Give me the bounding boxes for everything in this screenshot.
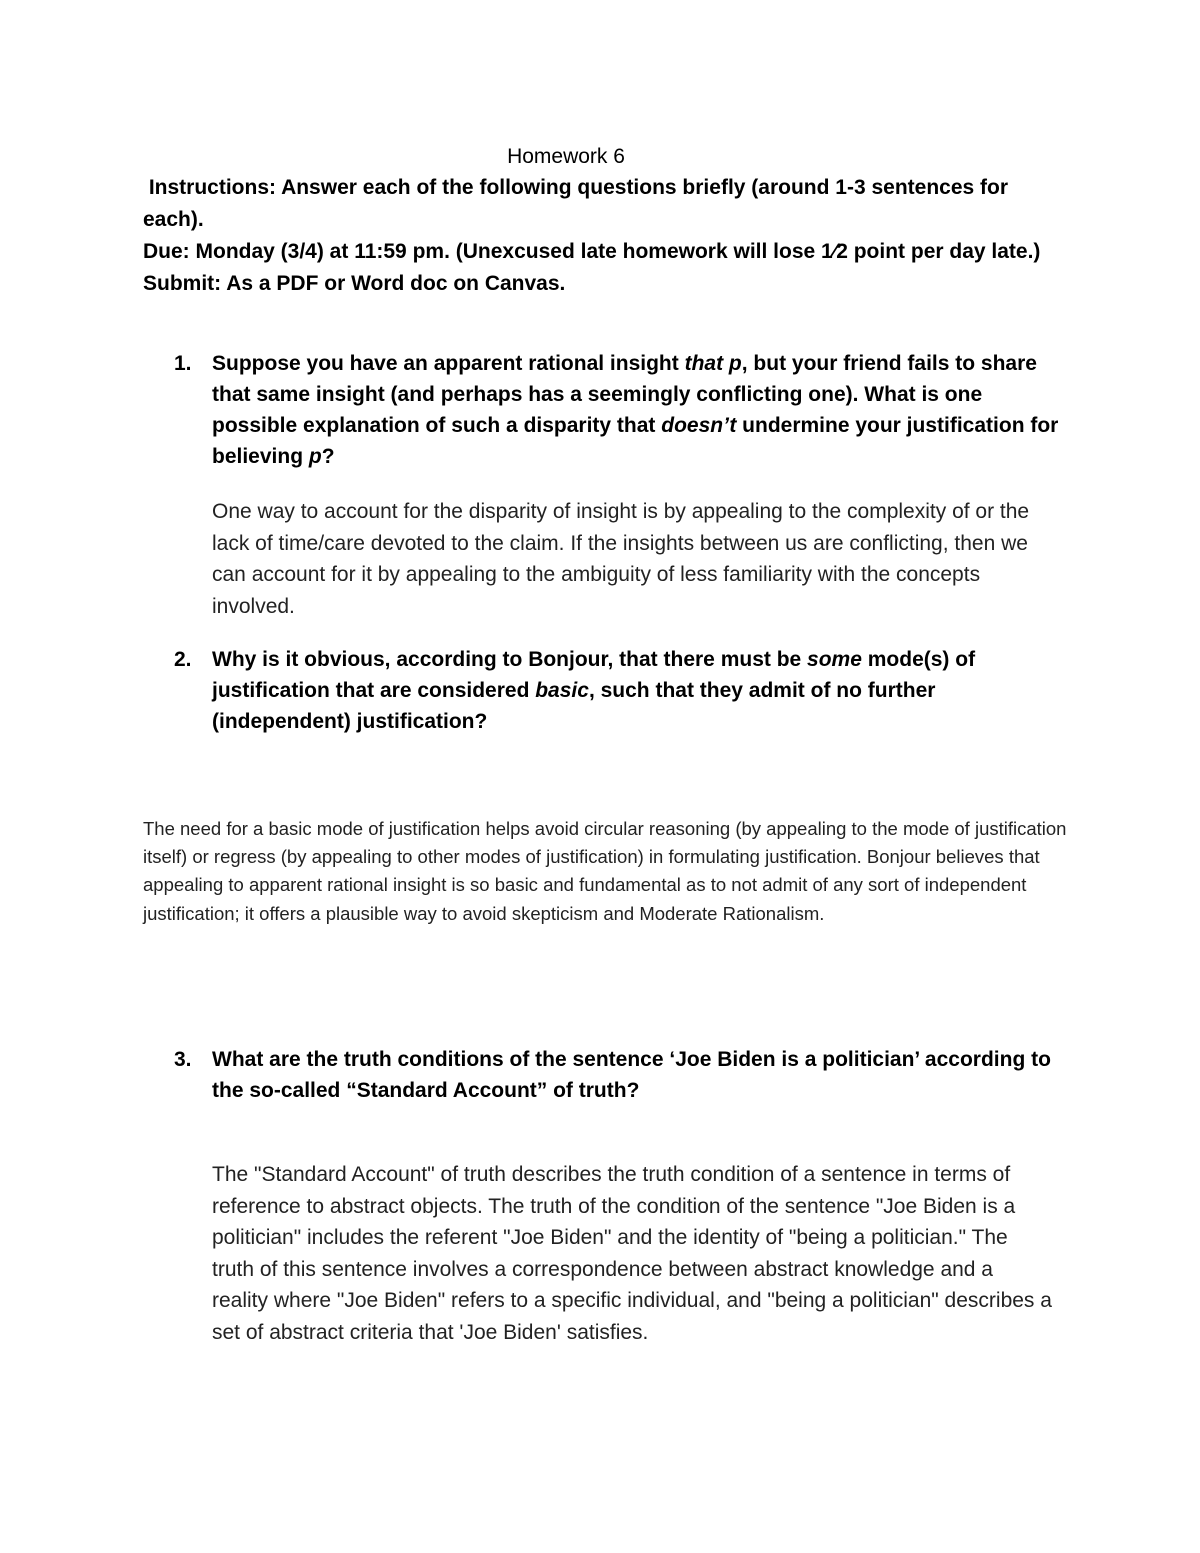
- question-text-part: mode(s) of justification that are considered: [212, 648, 976, 702]
- question-number: 2.: [174, 648, 192, 671]
- answer-2: [143, 815, 1068, 928]
- answer-text: One way to account for the disparity of insight is by appealing to the complexity of or the lack of time/care devoted to the claim. If the insights between us are conflicting, then we can account for it by appealing to the ambiguity of less familiarity with the concepts involved.: [212, 500, 1030, 618]
- question-text-part: , such that they admit of no further (independent) justification?: [212, 679, 936, 733]
- question-text-italic: that p: [684, 352, 742, 375]
- document-title: Homework 6: [507, 145, 625, 168]
- instructions-block: [143, 172, 1073, 300]
- question-text-part: , but your friend fails to share that same insight (and perhaps has a seemingly conflicting one). What is one possible explanation of such a disparity that: [212, 352, 1037, 437]
- question-number: 1.: [174, 352, 192, 375]
- question-text-italic: doesn’t: [661, 414, 737, 437]
- answer-3: [212, 1159, 1052, 1348]
- question-text: [212, 348, 1072, 472]
- answer-text: The "Standard Account" of truth describes the truth condition of a sentence in terms of reference to abstract objects. The truth of the condition of the sentence "Joe Biden is a politician" includes the referent "Joe Biden" and the identity of "being a politician." The truth of this sentence involves a correspondence between abstract knowledge and a reality where "Joe Biden" refers to a specific individual, and "being a politician" describes a set of abstract criteria that 'Joe Biden' satisfies.: [212, 1163, 1052, 1344]
- question-text: [212, 644, 1072, 737]
- question-text-italic: basic: [535, 679, 589, 702]
- answer-1: [212, 496, 1052, 622]
- question-text-part: What are the truth conditions of the sentence ‘Joe Biden is a politician’ according to the so-called “Standard Account” of truth?: [212, 1048, 1051, 1102]
- question-number: 3.: [174, 1048, 192, 1071]
- question-text-part: Why is it obvious, according to Bonjour, that there must be: [212, 648, 808, 671]
- question-text-part: Suppose you have an apparent rational insight: [212, 352, 685, 375]
- question-text: [212, 1044, 1072, 1106]
- answer-text: The need for a basic mode of justification helps avoid circular reasoning (by appealing to the mode of justification itself) or regress (by appealing to other modes of justification) in formulating justification. Bonjour believes that appealing to apparent rational insight is so basic and fundamental as to not admit of any sort of independent justification; it offers a plausible way to avoid skepticism and Moderate Rationalism.: [143, 818, 1067, 924]
- question-text-italic: p: [308, 445, 322, 468]
- instructions-text: Instructions: Answer each of the following questions briefly (around 1-3 sentences for each).: [143, 176, 1014, 231]
- question-text-italic: some: [807, 648, 862, 671]
- question-text-part: ?: [321, 445, 335, 468]
- due-date-text: Due: Monday (3/4) at 11:59 pm. (Unexcused late homework will lose 1⁄2 point per day late.) Submit: As a PDF or Word doc on Canvas.: [143, 240, 1041, 295]
- question-text-part: undermine your justification for believing: [212, 414, 1059, 468]
